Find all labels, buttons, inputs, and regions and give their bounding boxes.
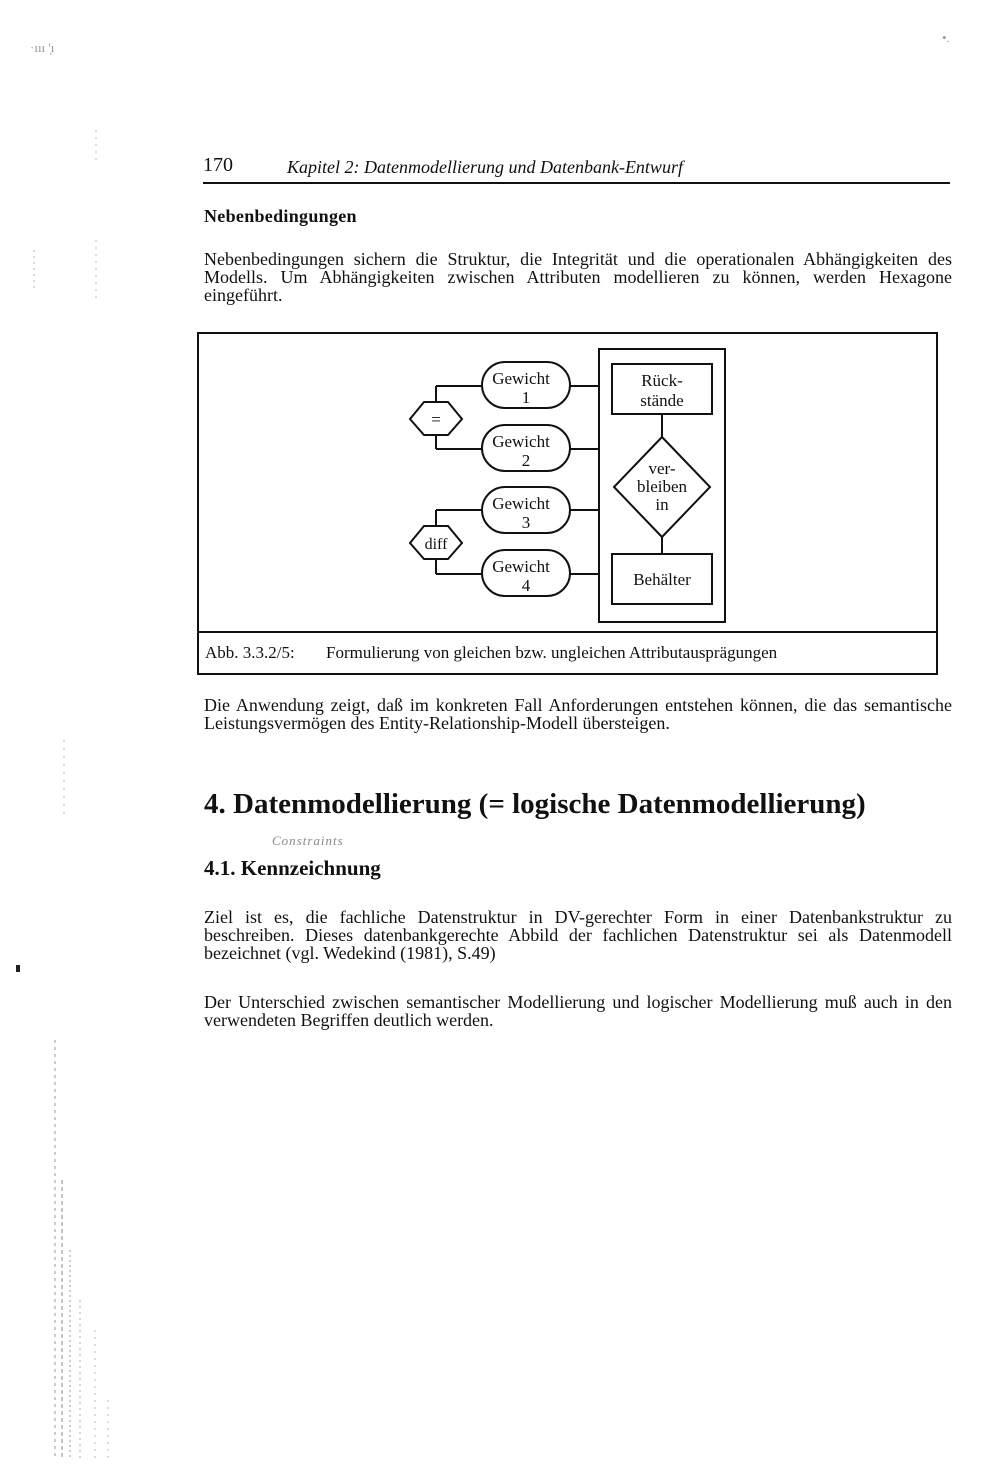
paragraph-2: Der Unterschied zwischen semantischer Modellierung und logischer Modellierung muß auch in den verwendeten Begriffen deutlich werden. xyxy=(204,992,952,1030)
page-number: 170 xyxy=(203,154,233,176)
section-heading: Nebenbedingungen xyxy=(204,206,357,226)
entity-top-line2: stände xyxy=(640,391,684,410)
attribute-2-line2: 2 xyxy=(521,451,531,470)
hexagon-equal-label: = xyxy=(431,410,441,429)
hexagon-diff-label: diff xyxy=(424,536,448,553)
attribute-4-line2: 4 xyxy=(521,576,531,595)
relationship-line2: bleiben xyxy=(636,477,688,496)
relationship-line3: in xyxy=(655,495,669,514)
running-head xyxy=(203,154,950,184)
caption-label: Abb. 3.3.2/5: xyxy=(205,643,295,662)
pencil-annotation: Constraints xyxy=(272,833,344,848)
er-diagram xyxy=(199,334,936,634)
entity-bottom-label: Behälter xyxy=(633,570,691,589)
section-paragraph: Nebenbedingungen sichern die Struktur, die Integrität und die operationalen Abhängigkeiten des Modells. Um Abhängigkeiten zwischen Attributen modellieren zu können, werden Hexagone eingeführt. xyxy=(204,249,952,305)
paragraph-1: Ziel ist es, die fachliche Datenstruktur in DV-gerechter Form in einer Datenbankstruktur zu beschreiben. Dieses datenbankgerechte Abbild der fachlichen Datenstruktur sei als Datenmodell bezeichnet (vgl. Wedekind (1981), S.49) xyxy=(204,907,952,963)
scan-mark-top-left: ·ııı '̦ı xyxy=(30,40,55,55)
scan-edge-noise xyxy=(0,0,120,1473)
subsection-heading: 4.1. Kennzeichnung xyxy=(204,856,381,880)
attribute-1-line1: Gewicht xyxy=(492,369,550,388)
chapter-heading: 4. Datenmodellierung (= logische Datenmodellierung) xyxy=(204,788,866,820)
attribute-3-line2: 3 xyxy=(521,513,531,532)
caption-text: Formulierung von gleichen bzw. ungleichen Attributausprägungen xyxy=(326,643,778,662)
figure-box xyxy=(197,332,938,675)
entity-top-line1: Rück- xyxy=(641,371,683,390)
relationship-line1: ver- xyxy=(648,459,676,478)
attribute-4-line1: Gewicht xyxy=(492,557,550,576)
attribute-2-line1: Gewicht xyxy=(492,432,550,451)
after-figure-paragraph: Die Anwendung zeigt, daß im konkreten Fall Anforderungen entstehen können, die das semantische Leistungsvermögen des Entity-Relationship-Modell übersteigen. xyxy=(204,695,952,733)
scan-mark-top-right: •. xyxy=(942,30,950,45)
attribute-1-line2: 1 xyxy=(521,388,531,407)
attribute-3-line1: Gewicht xyxy=(492,494,550,513)
chapter-title: Kapitel 2: Datenmodellierung und Datenbank-Entwurf xyxy=(287,157,683,177)
figure-caption xyxy=(199,631,936,673)
